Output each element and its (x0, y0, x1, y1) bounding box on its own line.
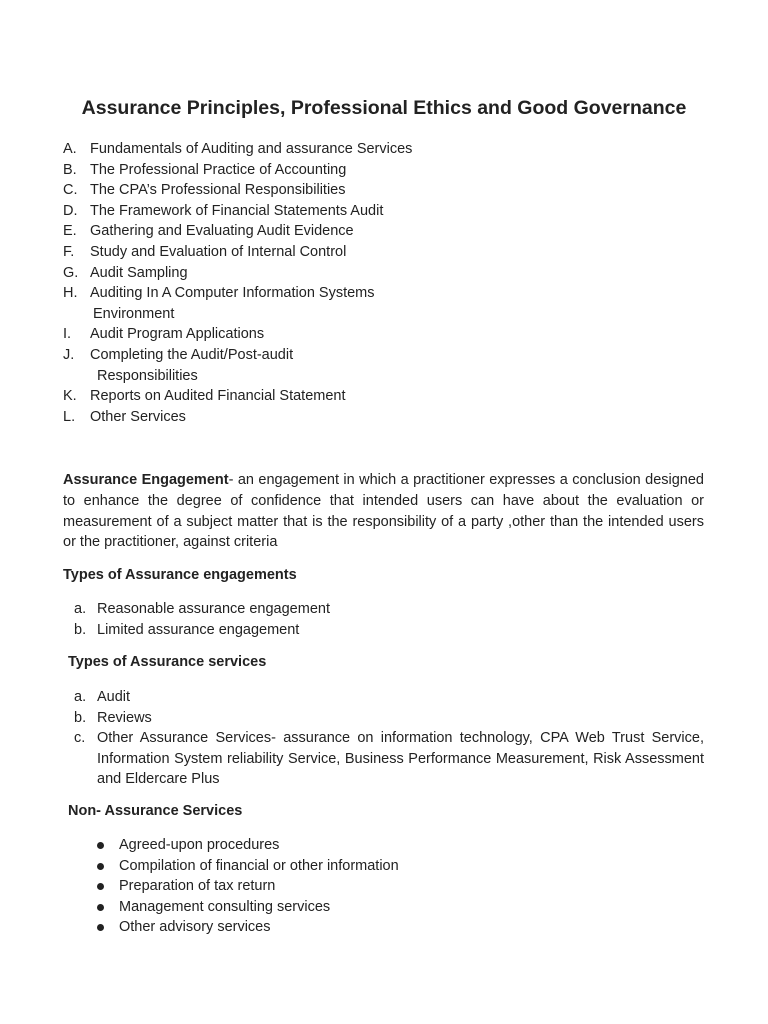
bullet-icon (97, 883, 104, 890)
list-text: Completing the Audit/Post-audit (90, 346, 294, 363)
list-text: Other Services (90, 408, 186, 425)
list-item (63, 345, 483, 366)
service-types-list (74, 687, 704, 790)
bullet-icon (97, 904, 104, 911)
page-title: Assurance Principles, Professional Ethics and Good Governance (81, 97, 687, 119)
list-item (97, 856, 497, 877)
list-item (74, 708, 704, 729)
list-item (97, 917, 497, 938)
list-item (74, 728, 704, 790)
list-item (63, 386, 483, 407)
bullet-icon (97, 924, 104, 931)
list-item (63, 263, 483, 284)
list-letter: J. (63, 346, 75, 363)
list-text: Compilation of financial or other information (119, 857, 399, 874)
list-text: Study and Evaluation of Internal Control (90, 243, 347, 260)
list-text: Fundamentals of Auditing and assurance Services (90, 141, 413, 157)
list-text: Audit Sampling (90, 264, 188, 281)
list-text: Reports on Audited Financial Statement (90, 388, 346, 405)
list-text: The Professional Practice of Accounting (90, 161, 347, 178)
list-text: Reviews (97, 709, 152, 726)
section-heading-engagement-types: Types of Assurance engagements (63, 567, 297, 583)
list-item (74, 599, 704, 620)
list-text: Other Assurance Services- assurance on information technology, CPA Web Trust Service, Information System reliability Service, Business Performance Measurement, Risk Assessment and Eldercare Plus (97, 730, 704, 788)
list-text: Auditing In A Computer Information Systems (90, 285, 375, 302)
list-text: Preparation of tax return (119, 878, 276, 895)
definition-paragraph (63, 470, 704, 553)
definition-text: - an engagement in which a practitioner expresses a conclusion designed to enhance the degree of confidence that intended users can have about the evaluation or measurement of a subject matter that is the responsibility of a party ,other than the intended users or the practitioner, against criteria (63, 472, 704, 551)
list-text: Gathering and Evaluating Audit Evidence (90, 223, 354, 240)
list-item-continuation: Responsibilities (97, 367, 198, 384)
list-letter: E. (63, 223, 77, 240)
list-text: Audit (97, 689, 131, 705)
list-text: Other advisory services (119, 919, 271, 936)
list-letter: a. (74, 601, 87, 617)
section-heading-non-assurance: Non- Assurance Services (68, 803, 243, 819)
non-assurance-list (97, 835, 497, 938)
list-text: The Framework of Financial Statements Audit (90, 202, 384, 219)
list-item (63, 407, 483, 428)
list-text: The CPA’s Professional Responsibilities (90, 182, 346, 199)
section-heading-service-types: Types of Assurance services (68, 654, 267, 670)
list-letter: G. (63, 264, 79, 281)
list-letter: F. (63, 243, 75, 260)
list-item (63, 324, 483, 345)
list-item (63, 221, 483, 242)
list-letter: C. (63, 182, 78, 199)
list-item (97, 876, 497, 897)
list-letter: b. (74, 709, 87, 726)
list-text: Limited assurance engagement (97, 621, 300, 638)
list-letter: H. (63, 285, 78, 302)
engagement-types-list (74, 599, 704, 640)
list-letter: I. (63, 326, 72, 343)
list-letter: D. (63, 202, 78, 219)
list-letter: b. (74, 621, 87, 638)
list-item (63, 160, 483, 181)
list-item (63, 201, 483, 222)
list-letter: B. (63, 161, 77, 178)
bullet-icon (97, 863, 104, 870)
list-item (63, 242, 483, 263)
list-text: Agreed-upon procedures (119, 837, 280, 853)
list-letter: c. (74, 730, 86, 747)
list-text: Management consulting services (119, 898, 331, 915)
list-text: Reasonable assurance engagement (97, 601, 330, 617)
topic-list (63, 139, 483, 427)
list-text: Audit Program Applications (90, 326, 265, 343)
list-letter: K. (63, 388, 77, 405)
list-letter: a. (74, 689, 87, 705)
list-item (74, 687, 704, 708)
list-item-continuation: Environment (93, 305, 175, 322)
bullet-icon (97, 842, 104, 849)
list-item (63, 139, 483, 160)
list-letter: A. (63, 141, 77, 157)
list-item (63, 180, 483, 201)
definition-term: Assurance Engagement (63, 472, 229, 488)
list-item (74, 620, 704, 641)
list-item (63, 283, 483, 304)
list-item (97, 835, 497, 856)
list-letter: L. (63, 408, 76, 425)
list-item (97, 897, 497, 918)
